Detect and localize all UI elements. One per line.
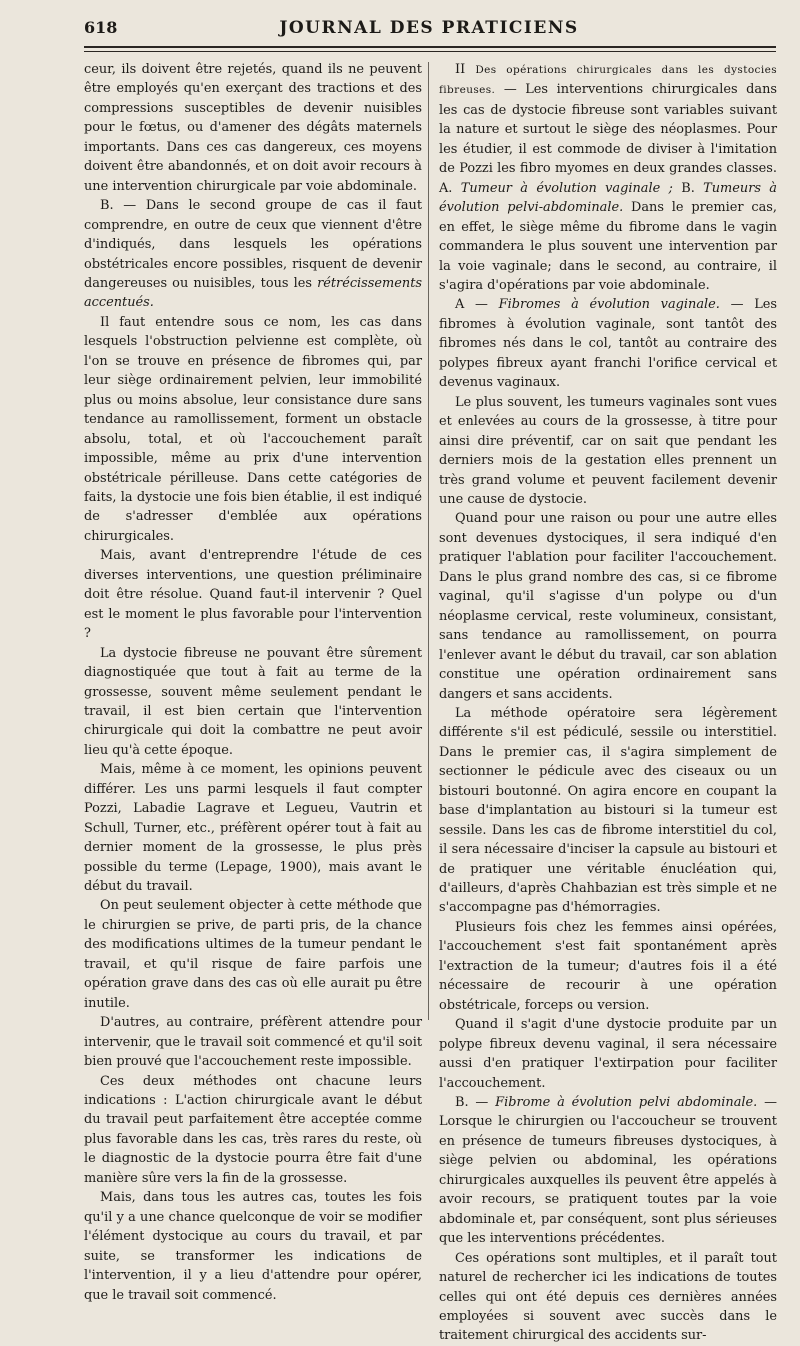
right-column xyxy=(439,60,777,1346)
section-heading: Des opérations chirurgicales dans les dystocies fibreuses. xyxy=(439,64,777,97)
paragraph: Quand pour une raison ou pour une autre elles sont devenues dystociques, il sera indiqué d'en pratiquer l'ablation pour faciliter l'accouchement. Dans le plus grand nombre des cas, si ce fibrome vaginal, qu'il s'agisse d'un polype ou d'un néoplasme cervical, reste volumineux, consistant, sans tendance au ramollissement, on pourra l'enlever avant le début du travail, car son ablation constitue une opération ordinairement sans dangers et sans accidents. xyxy=(439,511,777,702)
paragraph: On peut seulement objecter à cette méthode que le chirurgien se prive, de parti pris, de la chance des modifications ultimes de la tumeur pendant le travail, et qu'il risque de faire parfois une opération grave dans des cas où elle aurait pu être inutile. xyxy=(84,898,422,1011)
page-number: 618 xyxy=(84,18,118,37)
paragraph: Mais, même à ce moment, les opinions peuvent différer. Les uns parmi lesquels il faut compter Pozzi, Labadie Lagrave et Legueu, Vautrin et Schull, Turner, etc., préfèrent opérer tout à fait au dernier moment de la grossesse, le plus près possible du terme (Lepage, 1900), mais avant le début du travail. xyxy=(84,762,422,895)
paragraph: Il faut entendre sous ce nom, les cas dans lesquels l'obstruction pelvienne est complète, où l'on se trouve en présence de fibromes qui, par leur siège ordinairement pelvien, leur immobilité plus ou moins absolue, leur consistance dure sans tendance au ramollissement, forment un obstacle absolu, total, et où l'accouchement paraît impossible, même au prix d'une intervention obstétricale périlleuse. Dans cette catégories de faits, la dystocie une fois bien établie, il est indiqué de s'adresser d'emblée aux opérations chirurgicales. xyxy=(84,314,422,544)
header-rule xyxy=(84,46,776,48)
paragraph: La méthode opératoire sera légèrement différente s'il est pédiculé, sessile ou interstitiel. Dans le premier cas, il s'agira simplement de sectionner le pédicule avec des ciseaux ou un bistouri boutonné. On agira encore en coupant la base d'implantation au bistouri si la tumeur est sessile. Dans les cas de fibrome interstitiel du col, il sera nécessaire d'inciser la capsule au bistouri et de pratiquer une véritable énucléation qui, d'ailleurs, d'après Chahbazian est très simple et ne s'accompagne pas d'hémorragies. xyxy=(439,705,777,916)
left-column xyxy=(84,60,422,1305)
paragraph: Plusieurs fois chez les femmes ainsi opérées, l'accouchement s'est fait spontanément après l'extraction de la tumeur; d'autres fois il a été nécessaire de recourir à une opération obstétricale, forceps ou version. xyxy=(439,919,777,1013)
paragraph: ceur, ils doivent être rejetés, quand ils ne peuvent être employés qu'en exerçant des tractions et des compressions susceptibles de devenir nuisibles pour le fœtus, ou d'amener des dégâts maternels importants. Dans ces cas dangereux, ces moyens doivent être abandonnés, et on doit avoir recours à une intervention chirurgicale par voie abdominale. xyxy=(84,62,422,194)
header-rule-thin xyxy=(84,51,776,52)
subsection-paragraph xyxy=(439,295,777,392)
paragraph: Le plus souvent, les tumeurs vaginales sont vues et enlevées au cours de la grossesse, à titre pour ainsi dire préventif, car on sait que pendant les derniers mois de la gestation elles prennent un très grand volume et peuvent facilement devenir une cause de dystocie. xyxy=(439,394,777,507)
journal-title: JOURNAL DES PRATICIENS xyxy=(279,18,579,38)
italic-term: Tumeurs à évolution pelvi-abdominale. xyxy=(439,180,777,216)
paragraph: La dystocie fibreuse ne pouvant être sûrement diagnostiquée que tout à fait au terme de la grossesse, souvent même seulement pendant le travail, il est bien certain que l'intervention chirurgicale qui doit la combattre ne peut avoir lieu qu'à cette époque. xyxy=(84,645,422,758)
subsection-prefix: B. — xyxy=(455,1095,496,1111)
column-divider xyxy=(428,62,429,1020)
paragraph-text: — Les fibromes à évolution vaginale, sont tantôt des fibromes nés dans le col, tantôt au contraire des polypes fibreux ayant franchi l'orifice cervical et devenus vaginaux. xyxy=(439,297,777,391)
section-paragraph xyxy=(439,60,777,295)
paragraph: Ces deux méthodes ont chacune leurs indications : L'action chirurgicale avant le début du travail peut parfaitement être acceptée comme plus favorable dans les cas, très rares du reste, où le diagnostic de la dystocie pourra être fait d'une manière sûre vers la fin de la grossesse. xyxy=(84,1073,422,1186)
paragraph: Mais, avant d'entreprendre l'étude de ces diverses interventions, une question préliminaire doit être résolue. Quand faut-il intervenir ? Quel est le moment le plus favorable pour l'intervention ? xyxy=(84,548,422,642)
subsection-paragraph xyxy=(439,1093,777,1249)
section-numeral: II xyxy=(455,62,476,77)
paragraph-text: B. — Dans le second groupe de cas il faut comprendre, en outre de ceux que viennent d'être d'indiqués, dans lesquels les opérations obstétricales encore possibles, risquent de devenir dangereuses ou nuisibles, tous les xyxy=(84,198,422,291)
italic-term: rétrécissements accentués. xyxy=(84,275,422,311)
paragraph: D'autres, au contraire, préfèrent attendre pour intervenir, que le travail soit commencé et qu'il soit bien prouvé que l'accouchement reste impossible. xyxy=(84,1015,422,1070)
paragraph-text: Dans le premier cas, en effet, le siège même du fibrome dans le vagin commandera le plus souvent une intervention par la voie vaginale; dans le second, au contraire, il s'agira d'opérations par voie abdominale. xyxy=(439,200,777,293)
paragraph: Mais, dans tous les autres cas, toutes les fois qu'il y a une chance quelconque de voir se modifier l'élément dystocique au cours du travail, et par suite, se transformer les indications de l'intervention, il y a lieu d'attendre pour opérer, que le travail soit commencé. xyxy=(84,1190,422,1303)
subsection-heading: Fibrome à évolution pelvi abdominale. xyxy=(495,1095,758,1111)
paragraph xyxy=(84,196,422,313)
paragraph-text: — Les interventions chirurgicales dans les cas de dystocie fibreuse sont variables suivant la nature et surtout le siège des néoplasmes. Pour les étudier, il est commode de diviser à l'imitation de Pozzi les fibro myomes en deux grandes classes. A. xyxy=(439,82,777,196)
paragraph-text: B. xyxy=(672,180,704,196)
paragraph-text: — Lorsque le chirurgien ou l'accoucheur se trouvent en présence de tumeurs fibreuses dystociques, à siège pelvien ou abdominal, les opérations chirurgicales auxquelles ils peuvent être appelés à avoir recours, se pratiquent toutes par la voie abdominale et, par conséquent, sont plus sérieuses que les interventions précédentes. xyxy=(439,1095,777,1247)
paragraph: Ces opérations sont multiples, et il paraît tout naturel de rechercher ici les indications de toutes celles qui ont été depuis ces dernières années employées si souvent avec succès dans le traitement chirurgical des accidents sur- xyxy=(439,1250,777,1344)
italic-term: Tumeur à évolution vaginale ; xyxy=(460,180,673,196)
subsection-heading: Fibromes à évolution vaginale. xyxy=(498,297,720,313)
page-header xyxy=(84,18,774,48)
subsection-prefix: A — xyxy=(455,297,499,313)
paragraph: Quand il s'agit d'une dystocie produite par un polype fibreux devenu vaginal, il sera nécessaire aussi d'en pratiquer l'extirpation pour faciliter l'accouchement. xyxy=(439,1017,777,1091)
